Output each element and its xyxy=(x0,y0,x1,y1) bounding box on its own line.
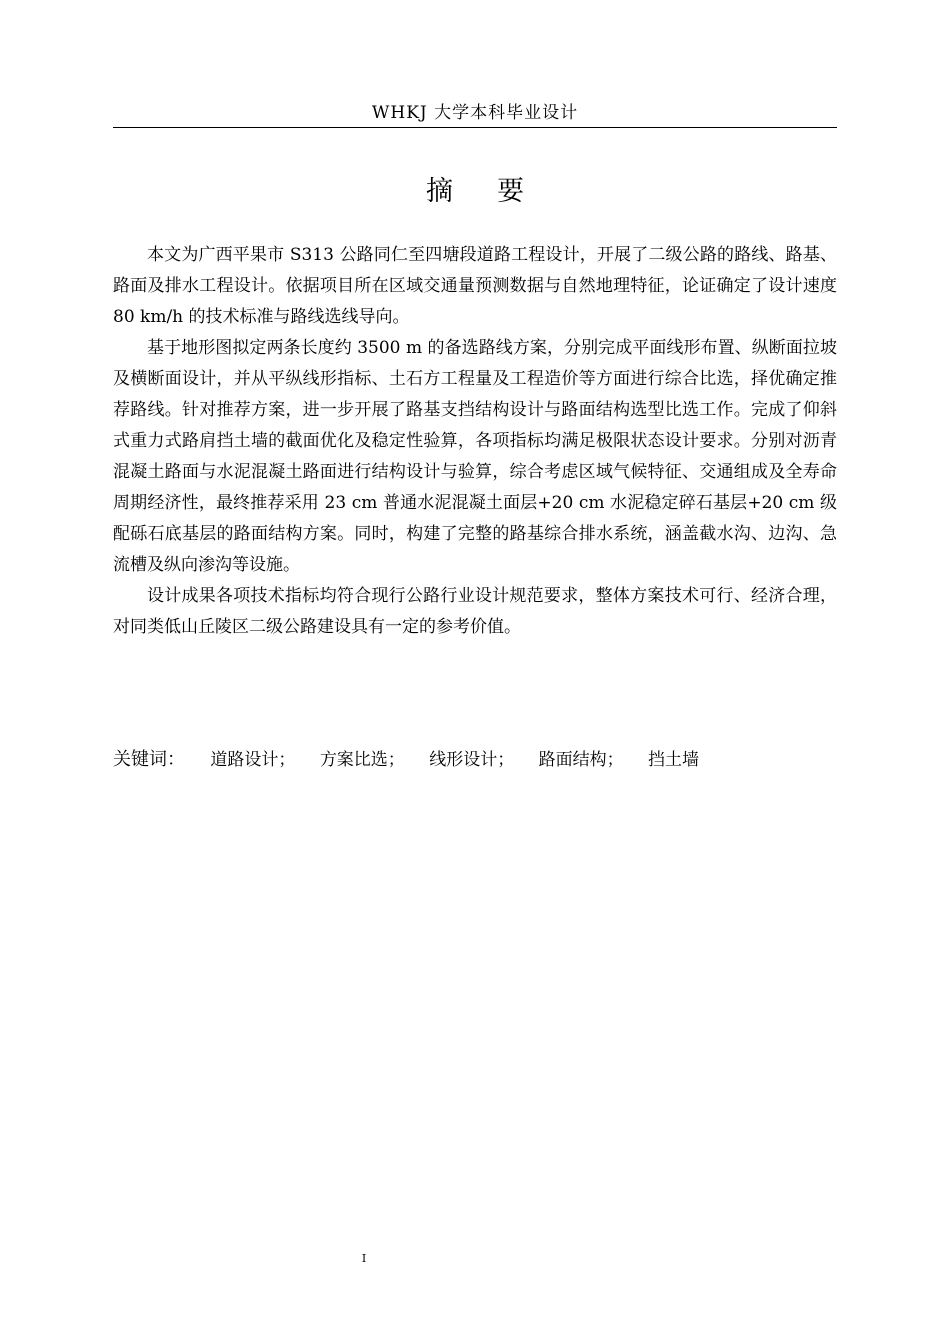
header-divider xyxy=(113,127,837,128)
abstract-paragraph-2: 基于地形图拟定两条长度约 3500 m 的备选路线方案，分别完成平面线形布置、纵断面拉坡及横断面设计，并从平纵线形指标、土石方工程量及工程造价等方面进行综合比选，择优确定推荐路线。针对推荐方案，进一步开展了路基支挡结构设计与路面结构选型比选工作。完成了仰斜式重力式路肩挡土墙的截面优化及稳定性验算，各项指标均满足极限状态设计要求。分别对沥青混凝土路面与水泥混凝土路面进行结构设计与验算，综合考虑区域气候特征、交通组成及全寿命周期经济性，最终推荐采用 23 cm 普通水泥混凝土面层+20 cm 水泥稳定碎石基层+20 cm 级配砾石底基层的路面结构方案。同时，构建了完整的路基综合排水系统，涵盖截水沟、边沟、急流槽及纵向渗沟等设施。 xyxy=(113,338,837,575)
abstract-body xyxy=(113,240,837,643)
page-title: 摘要 xyxy=(426,176,568,207)
abstract-paragraph-1: 本文为广西平果市 S313 公路同仁至四塘段道路工程设计，开展了二级公路的路线、路基、路面及排水工程设计。依据项目所在区域交通量预测数据与自然地理特征，论证确定了设计速度 80 km/h 的技术标准与路线选线导向。 xyxy=(113,245,837,327)
keywords-label: 关键词： xyxy=(113,749,185,770)
keyword-item: 方案比选； xyxy=(319,750,405,770)
keyword-item: 线形设计； xyxy=(429,750,515,770)
keyword-item: 挡土墙 xyxy=(648,750,700,770)
keyword-item: 路面结构； xyxy=(538,750,624,770)
keyword-item: 道路设计； xyxy=(210,750,296,770)
page-number: I xyxy=(361,1252,367,1265)
running-header: WHKJ 大学本科毕业设计 xyxy=(371,103,579,123)
abstract-paragraph-3: 设计成果各项技术指标均符合现行公路行业设计规范要求，整体方案技术可行、经济合理，对同类低山丘陵区二级公路建设具有一定的参考价值。 xyxy=(113,586,837,637)
keywords-line xyxy=(113,744,837,776)
